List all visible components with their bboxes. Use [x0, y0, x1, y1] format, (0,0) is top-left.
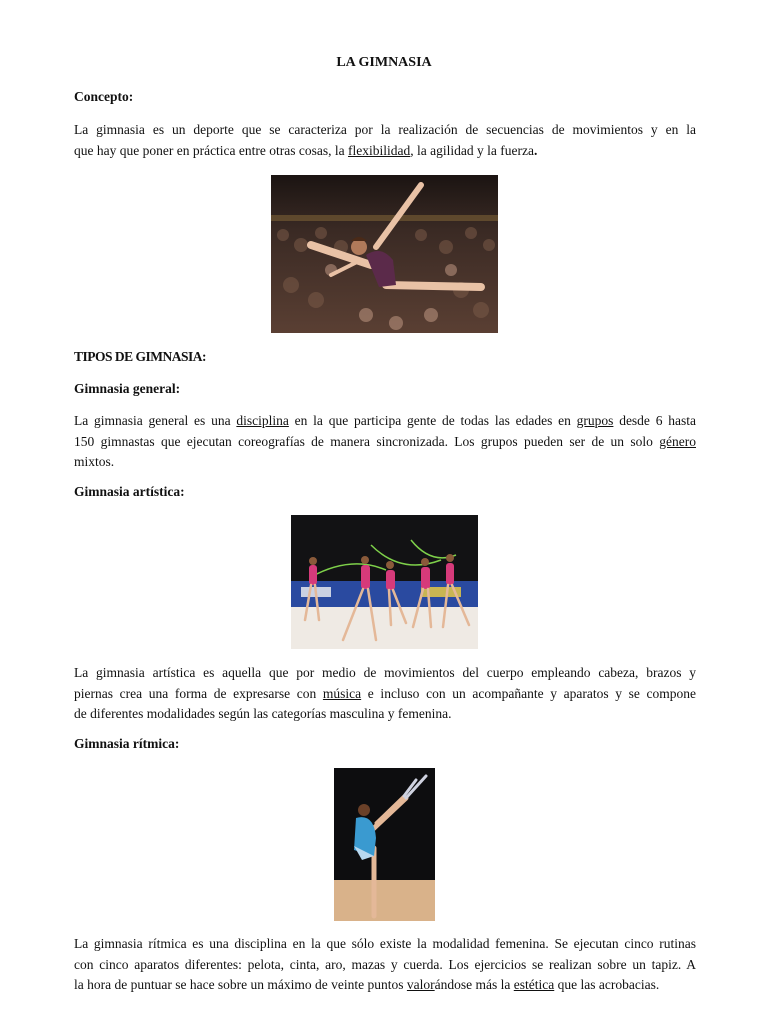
photo-rhythmic-clubs [334, 768, 435, 921]
artistic-text: e incluso con un acompañante y aparatos y se compone [361, 685, 696, 701]
rhythmic-line-1: La gimnasia rítmica es una disciplina en la que sólo existe la modalidad femenina. Se ejecutan cinco rutinas [74, 936, 696, 951]
link-flexibilidad[interactable]: flexibilidad [348, 142, 411, 158]
general-text: 150 gimnastas que ejecutan coreografías de manera sincronizada. Los grupos pueden ser de un solo [74, 433, 660, 449]
general-text: desde 6 hasta [613, 413, 696, 428]
general-text: en la que participa gente de todas las edades en [288, 413, 577, 428]
concept-line-1: La gimnasia es un deporte que se caracteriza por la realización de secuencias de movimientos y en la [74, 122, 696, 137]
link-disciplina[interactable]: disciplina [236, 413, 289, 428]
photo-leap-gymnast [271, 175, 498, 333]
types-heading: TIPOS DE GIMNASIA: [74, 349, 207, 364]
link-estetica[interactable]: estética [513, 977, 555, 992]
general-line-2 [74, 432, 696, 453]
rhythmic-text: ándose más la [434, 977, 514, 992]
artistic-text: piernas crea una forma de expresarse con [74, 685, 323, 701]
document-title: LA GIMNASIA [336, 55, 432, 70]
rhythmic-text: que las acrobacias. [554, 977, 660, 992]
rhythmic-paragraph [74, 934, 696, 996]
link-valor[interactable]: valor [406, 977, 435, 992]
concept-heading: Concepto: [74, 89, 134, 104]
rhythmic-line-3 [74, 975, 696, 996]
photo-group-ribbons [291, 515, 478, 649]
concept-paragraph [74, 120, 696, 161]
concept-text: , la agilidad y la fuerza [410, 142, 534, 158]
link-genero[interactable]: género [659, 433, 696, 449]
link-musica[interactable]: música [322, 685, 362, 701]
general-paragraph [74, 411, 696, 473]
artistic-line-2 [74, 684, 696, 705]
concept-line-2 [74, 141, 696, 162]
link-grupos[interactable]: grupos [576, 413, 614, 428]
general-line-1 [74, 411, 696, 432]
rhythmic-text: la hora de puntuar se hace sobre un máximo de veinte puntos [74, 977, 407, 992]
artistic-paragraph [74, 663, 696, 725]
concept-period: . [533, 142, 538, 158]
concept-text: que hay que poner en práctica entre otras cosas, la [74, 142, 349, 158]
artistic-line-1: La gimnasia artística es aquella que por medio de movimientos del cuerpo empleando cabeza, brazos y [74, 665, 696, 680]
artistic-heading: Gimnasia artística: [74, 484, 185, 499]
artistic-line-3: de diferentes modalidades según las categorías masculina y femenina. [74, 706, 452, 721]
rhythmic-line-2: con cinco aparatos diferentes: pelota, cinta, aro, mazas y cuerda. Los ejercicios se realizan sobre un tapiz. A [74, 956, 696, 972]
general-line-3: mixtos. [74, 454, 115, 469]
general-text: La gimnasia general es una [74, 413, 237, 428]
general-heading: Gimnasia general: [74, 381, 181, 396]
rhythmic-heading: Gimnasia rítmica: [74, 736, 180, 751]
